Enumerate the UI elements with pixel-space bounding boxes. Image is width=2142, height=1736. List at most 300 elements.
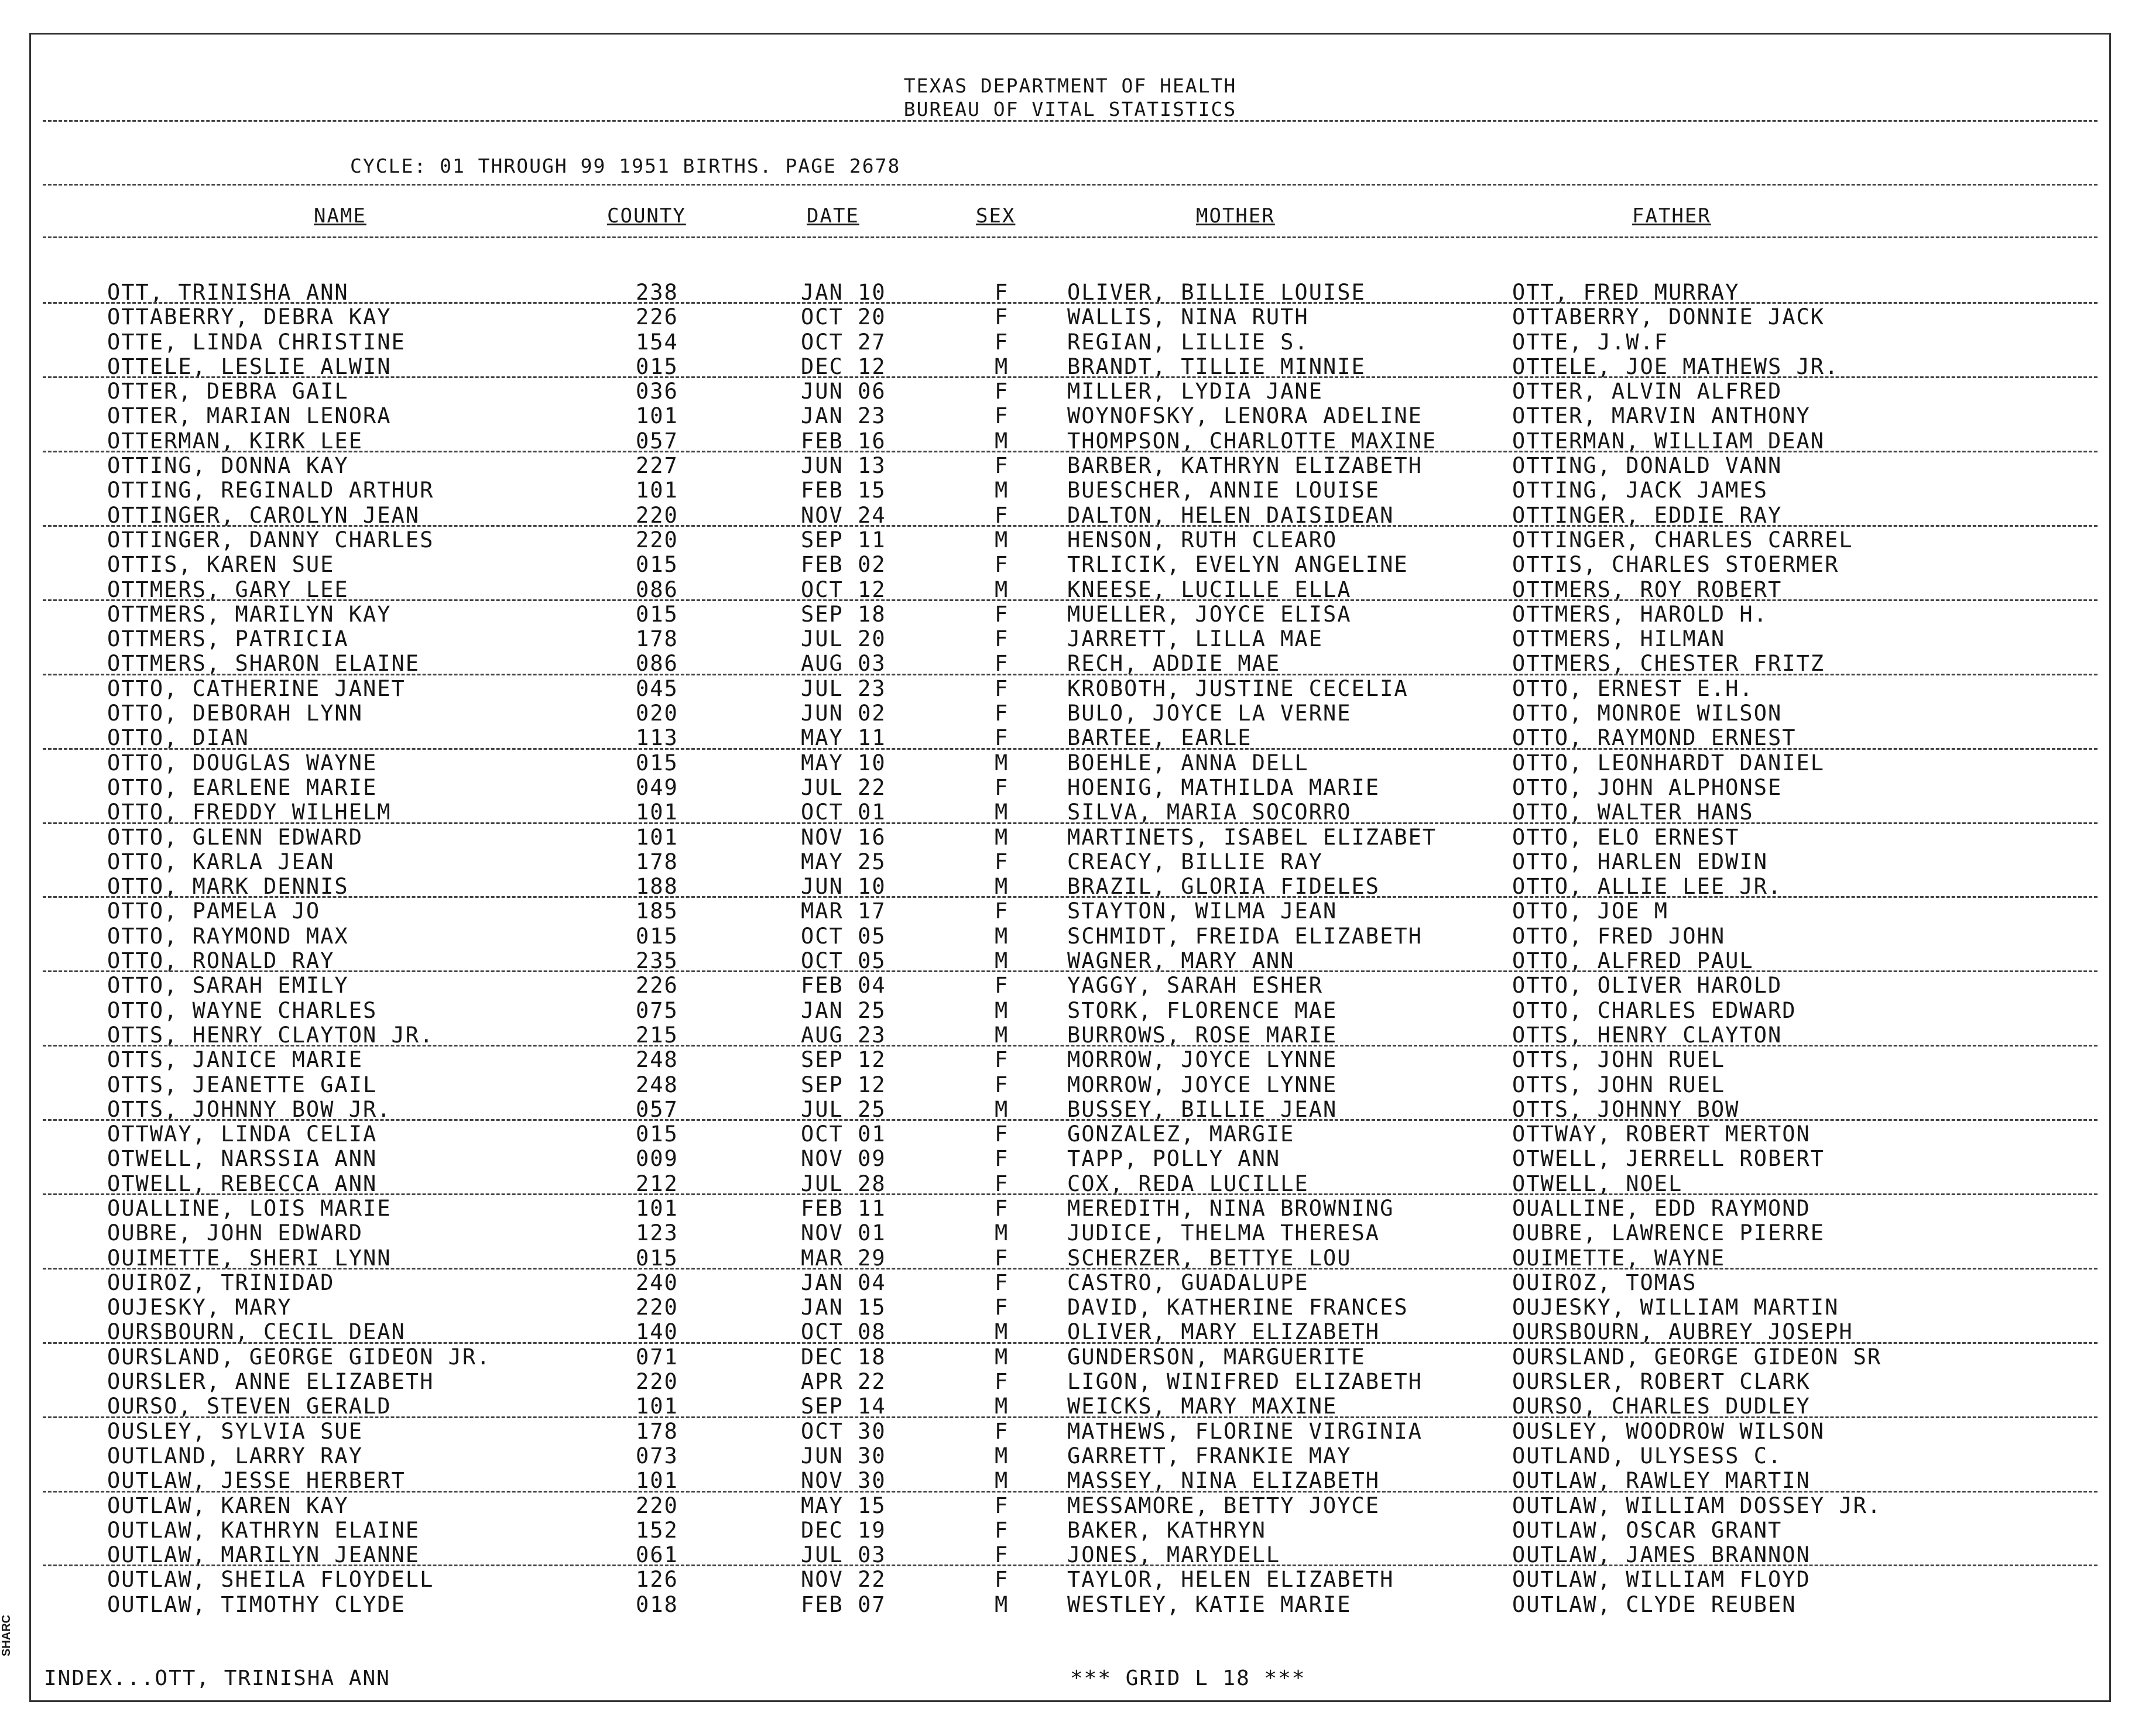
cell-date: JUN 06 bbox=[801, 379, 886, 404]
table-row bbox=[31, 1271, 2109, 1295]
cell-sex: M bbox=[995, 800, 1009, 825]
cell-county: 248 bbox=[636, 1047, 678, 1073]
cell-father: OTWELL, NOEL bbox=[1512, 1171, 1683, 1196]
cell-name: OTTELE, LESLIE ALWIN bbox=[107, 354, 392, 379]
cell-county: 101 bbox=[636, 800, 678, 825]
cell-mother: BRAZIL, GLORIA FIDELES bbox=[1067, 874, 1380, 900]
cell-name: OTTERMAN, KIRK LEE bbox=[107, 428, 363, 454]
cell-date: JUL 28 bbox=[801, 1171, 886, 1196]
cell-county: 178 bbox=[636, 1418, 678, 1444]
cell-mother: REGIAN, LILLIE S. bbox=[1067, 329, 1309, 355]
cell-county: 240 bbox=[636, 1270, 678, 1295]
table-row bbox=[31, 924, 2109, 949]
cell-sex: F bbox=[995, 1369, 1009, 1395]
cell-county: 086 bbox=[636, 651, 678, 677]
cell-date: JUN 13 bbox=[801, 453, 886, 479]
cell-sex: F bbox=[995, 1072, 1009, 1097]
table-row bbox=[31, 528, 2109, 553]
cell-date: JUL 03 bbox=[801, 1542, 886, 1568]
cell-father: OTTO, ALFRED PAUL bbox=[1512, 948, 1754, 974]
cell-mother: BARTEE, EARLE bbox=[1067, 725, 1252, 751]
cell-father: OTTMERS, HAROLD H. bbox=[1512, 601, 1768, 627]
cell-county: 235 bbox=[636, 948, 678, 974]
cell-date: OCT 05 bbox=[801, 948, 886, 974]
cell-sex: M bbox=[995, 923, 1009, 949]
cell-sex: F bbox=[995, 1171, 1009, 1196]
table-row bbox=[31, 850, 2109, 874]
cell-father: OUTLAW, JAMES BRANNON bbox=[1512, 1542, 1811, 1568]
cell-name: OUTLAW, KAREN KAY bbox=[107, 1493, 349, 1518]
cell-father: OTTO, OLIVER HAROLD bbox=[1512, 973, 1783, 999]
cell-father: OUTLAND, ULYSESS C. bbox=[1512, 1443, 1783, 1469]
cell-name: OTTS, JEANETTE GAIL bbox=[107, 1072, 378, 1097]
cell-county: 020 bbox=[636, 701, 678, 726]
cell-sex: M bbox=[995, 577, 1009, 602]
cell-name: OUTLAND, LARRY RAY bbox=[107, 1443, 363, 1469]
cell-name: OUIMETTE, SHERI LYNN bbox=[107, 1245, 392, 1271]
cell-county: 036 bbox=[636, 379, 678, 404]
cell-date: FEB 04 bbox=[801, 973, 886, 999]
cell-sex: F bbox=[995, 502, 1009, 528]
cell-county: 220 bbox=[636, 1493, 678, 1518]
table-row bbox=[31, 1023, 2109, 1048]
table-row bbox=[31, 899, 2109, 924]
cell-mother: OLIVER, MARY ELIZABETH bbox=[1067, 1319, 1380, 1345]
cell-county: 215 bbox=[636, 1022, 678, 1048]
cell-father: OTTO, ELO ERNEST bbox=[1512, 824, 1740, 850]
cell-sex: F bbox=[995, 403, 1009, 429]
cell-sex: F bbox=[995, 1493, 1009, 1518]
table-row bbox=[31, 1345, 2109, 1370]
cell-mother: DALTON, HELEN DAISIDEAN bbox=[1067, 502, 1394, 528]
cell-mother: RECH, ADDIE MAE bbox=[1067, 651, 1281, 677]
cell-county: 015 bbox=[636, 354, 678, 379]
table-row bbox=[31, 305, 2109, 330]
cell-father: OUIMETTE, WAYNE bbox=[1512, 1245, 1726, 1271]
cell-sex: F bbox=[995, 1270, 1009, 1295]
cell-mother: LIGON, WINIFRED ELIZABETH bbox=[1067, 1369, 1423, 1395]
table-row bbox=[31, 701, 2109, 726]
cell-sex: F bbox=[995, 651, 1009, 677]
cell-name: OTTO, WAYNE CHARLES bbox=[107, 997, 378, 1023]
cell-name: OTTWAY, LINDA CELIA bbox=[107, 1121, 378, 1147]
cell-mother: TAYLOR, HELEN ELIZABETH bbox=[1067, 1567, 1394, 1593]
cell-father: OUJESKY, WILLIAM MARTIN bbox=[1512, 1295, 1839, 1320]
cell-mother: SILVA, MARIA SOCORRO bbox=[1067, 800, 1352, 825]
records-list bbox=[31, 280, 2109, 1617]
document-page bbox=[29, 33, 2111, 1702]
cell-county: 101 bbox=[636, 1195, 678, 1221]
cell-name: OTTMERS, GARY LEE bbox=[107, 577, 349, 602]
table-row bbox=[31, 800, 2109, 825]
cell-sex: M bbox=[995, 997, 1009, 1023]
cell-county: 015 bbox=[636, 923, 678, 949]
table-row bbox=[31, 429, 2109, 454]
cell-county: 220 bbox=[636, 1295, 678, 1320]
cell-county: 101 bbox=[636, 403, 678, 429]
table-row bbox=[31, 1172, 2109, 1196]
cell-mother: BARBER, KATHRYN ELIZABETH bbox=[1067, 453, 1423, 479]
cell-mother: YAGGY, SARAH ESHER bbox=[1067, 973, 1323, 999]
cell-mother: OLIVER, BILLIE LOUISE bbox=[1067, 280, 1366, 305]
header-divider bbox=[43, 120, 2098, 122]
cell-county: 178 bbox=[636, 849, 678, 874]
table-row bbox=[31, 1073, 2109, 1097]
cell-sex: F bbox=[995, 453, 1009, 479]
cell-father: OTTINGER, CHARLES CARREL bbox=[1512, 527, 1853, 553]
cell-father: OTTO, FRED JOHN bbox=[1512, 923, 1726, 949]
cell-sex: M bbox=[995, 1344, 1009, 1370]
cell-date: JUN 30 bbox=[801, 1443, 886, 1469]
margin-stamp: SHARC bbox=[0, 1614, 13, 1656]
cell-sex: F bbox=[995, 774, 1009, 800]
cell-father: OTTS, HENRY CLAYTON bbox=[1512, 1022, 1783, 1048]
cell-date: FEB 11 bbox=[801, 1195, 886, 1221]
cell-name: OTTMERS, SHARON ELAINE bbox=[107, 651, 420, 677]
cell-mother: MUELLER, JOYCE ELISA bbox=[1067, 601, 1352, 627]
table-row bbox=[31, 1196, 2109, 1221]
cell-mother: BRANDT, TILLIE MINNIE bbox=[1067, 354, 1366, 379]
cell-name: OURSLER, ANNE ELIZABETH bbox=[107, 1369, 434, 1395]
cell-name: OTTO, DEBORAH LYNN bbox=[107, 701, 363, 726]
cell-date: JUL 20 bbox=[801, 626, 886, 652]
cell-date: AUG 03 bbox=[801, 651, 886, 677]
cell-date: FEB 16 bbox=[801, 428, 886, 454]
cell-mother: WALLIS, NINA RUTH bbox=[1067, 304, 1309, 330]
cell-date: DEC 18 bbox=[801, 1344, 886, 1370]
cell-name: OTTIS, KAREN SUE bbox=[107, 552, 335, 578]
table-row bbox=[31, 1444, 2109, 1469]
table-row bbox=[31, 1567, 2109, 1592]
cell-mother: BOEHLE, ANNA DELL bbox=[1067, 750, 1309, 776]
cell-father: OUTLAW, RAWLEY MARTIN bbox=[1512, 1468, 1811, 1494]
table-row bbox=[31, 1147, 2109, 1171]
column-header-mother: MOTHER bbox=[1196, 204, 1275, 228]
cell-county: 123 bbox=[636, 1220, 678, 1246]
cell-name: OTTABERRY, DEBRA KAY bbox=[107, 304, 392, 330]
table-row bbox=[31, 1394, 2109, 1419]
table-row bbox=[31, 999, 2109, 1023]
cell-name: OTTING, DONNA KAY bbox=[107, 453, 349, 479]
cell-county: 015 bbox=[636, 601, 678, 627]
cell-name: OUALLINE, LOIS MARIE bbox=[107, 1195, 392, 1221]
cell-father: OTTMERS, ROY ROBERT bbox=[1512, 577, 1783, 602]
cell-father: OURSO, CHARLES DUDLEY bbox=[1512, 1394, 1811, 1419]
cell-mother: HOENIG, MATHILDA MARIE bbox=[1067, 774, 1380, 800]
cell-mother: SCHERZER, BETTYE LOU bbox=[1067, 1245, 1352, 1271]
cell-sex: M bbox=[995, 948, 1009, 974]
table-row bbox=[31, 1122, 2109, 1147]
cell-name: OTTMERS, PATRICIA bbox=[107, 626, 349, 652]
cell-mother: STORK, FLORENCE MAE bbox=[1067, 997, 1338, 1023]
cell-name: OTTO, DIAN bbox=[107, 725, 249, 751]
cell-date: JUL 23 bbox=[801, 675, 886, 701]
cell-sex: M bbox=[995, 1220, 1009, 1246]
cell-name: OURSBOURN, CECIL DEAN bbox=[107, 1319, 406, 1345]
cell-mother: BAKER, KATHRYN bbox=[1067, 1517, 1266, 1543]
cell-sex: M bbox=[995, 750, 1009, 776]
cell-sex: M bbox=[995, 1468, 1009, 1494]
cell-father: OTTO, JOHN ALPHONSE bbox=[1512, 774, 1783, 800]
cell-mother: TRLICIK, EVELYN ANGELINE bbox=[1067, 552, 1408, 578]
cell-county: 227 bbox=[636, 453, 678, 479]
cell-date: JAN 15 bbox=[801, 1295, 886, 1320]
cell-county: 238 bbox=[636, 280, 678, 305]
table-row bbox=[31, 825, 2109, 850]
cell-sex: M bbox=[995, 1096, 1009, 1122]
cell-name: OURSO, STEVEN GERALD bbox=[107, 1394, 392, 1419]
cell-sex: F bbox=[995, 675, 1009, 701]
cell-county: 073 bbox=[636, 1443, 678, 1469]
cell-mother: GARRETT, FRANKIE MAY bbox=[1067, 1443, 1352, 1469]
table-row bbox=[31, 677, 2109, 701]
table-row bbox=[31, 1320, 2109, 1344]
cell-date: JAN 23 bbox=[801, 403, 886, 429]
cell-mother: MARTINETS, ISABEL ELIZABET bbox=[1067, 824, 1437, 850]
cell-county: 220 bbox=[636, 1369, 678, 1395]
cell-name: OUTLAW, MARILYN JEANNE bbox=[107, 1542, 420, 1568]
cell-date: DEC 12 bbox=[801, 354, 886, 379]
cell-date: MAR 17 bbox=[801, 898, 886, 924]
header-bureau: BUREAU OF VITAL STATISTICS bbox=[903, 98, 1237, 121]
cell-county: 057 bbox=[636, 1096, 678, 1122]
cell-sex: M bbox=[995, 874, 1009, 900]
cell-name: OTTO, RAYMOND MAX bbox=[107, 923, 349, 949]
cell-county: 075 bbox=[636, 997, 678, 1023]
cell-county: 226 bbox=[636, 304, 678, 330]
cell-father: OUSLEY, WOODROW WILSON bbox=[1512, 1418, 1825, 1444]
cell-county: 015 bbox=[636, 1121, 678, 1147]
cell-sex: F bbox=[995, 280, 1009, 305]
cell-date: MAY 15 bbox=[801, 1493, 886, 1518]
cell-name: OTTO, FREDDY WILHELM bbox=[107, 800, 392, 825]
cell-county: 220 bbox=[636, 527, 678, 553]
cell-name: OUBRE, JOHN EDWARD bbox=[107, 1220, 363, 1246]
cell-father: OUALLINE, EDD RAYMOND bbox=[1512, 1195, 1811, 1221]
cell-county: 140 bbox=[636, 1319, 678, 1345]
cell-sex: F bbox=[995, 898, 1009, 924]
cell-county: 226 bbox=[636, 973, 678, 999]
table-row bbox=[31, 1494, 2109, 1518]
cell-date: NOV 16 bbox=[801, 824, 886, 850]
cell-county: 220 bbox=[636, 502, 678, 528]
cell-father: OTTO, CHARLES EDWARD bbox=[1512, 997, 1797, 1023]
cell-father: OTTO, HARLEN EDWIN bbox=[1512, 849, 1768, 874]
table-row bbox=[31, 1221, 2109, 1246]
cell-mother: JARRETT, LILLA MAE bbox=[1067, 626, 1323, 652]
cell-father: OTTS, JOHN RUEL bbox=[1512, 1072, 1726, 1097]
cell-father: OTTABERRY, DONNIE JACK bbox=[1512, 304, 1825, 330]
cell-mother: GONZALEZ, MARGIE bbox=[1067, 1121, 1295, 1147]
cell-mother: MESSAMORE, BETTY JOYCE bbox=[1067, 1493, 1380, 1518]
cell-father: OTTER, ALVIN ALFRED bbox=[1512, 379, 1783, 404]
cell-name: OUSLEY, SYLVIA SUE bbox=[107, 1418, 363, 1444]
table-row bbox=[31, 553, 2109, 577]
table-row bbox=[31, 651, 2109, 676]
cell-father: OTTO, LEONHARDT DANIEL bbox=[1512, 750, 1825, 776]
cell-name: OTT, TRINISHA ANN bbox=[107, 280, 349, 305]
cell-father: OTTMERS, HILMAN bbox=[1512, 626, 1726, 652]
cell-sex: F bbox=[995, 1195, 1009, 1221]
cell-sex: M bbox=[995, 527, 1009, 553]
table-row bbox=[31, 1593, 2109, 1617]
cell-date: OCT 08 bbox=[801, 1319, 886, 1345]
cell-county: 086 bbox=[636, 577, 678, 602]
cell-sex: M bbox=[995, 1022, 1009, 1048]
cell-date: SEP 12 bbox=[801, 1072, 886, 1097]
cell-father: OTTO, WALTER HANS bbox=[1512, 800, 1754, 825]
cell-name: OUJESKY, MARY bbox=[107, 1295, 292, 1320]
column-header-divider bbox=[43, 236, 2098, 238]
cell-date: MAY 25 bbox=[801, 849, 886, 874]
footer-grid: *** GRID L 18 *** bbox=[1070, 1666, 1306, 1690]
cell-father: OTTWAY, ROBERT MERTON bbox=[1512, 1121, 1811, 1147]
cell-mother: SCHMIDT, FREIDA ELIZABETH bbox=[1067, 923, 1423, 949]
cell-name: OURSLAND, GEORGE GIDEON JR. bbox=[107, 1344, 491, 1370]
table-row bbox=[31, 1419, 2109, 1444]
cell-name: OUTLAW, TIMOTHY CLYDE bbox=[107, 1591, 406, 1617]
cell-name: OUTLAW, JESSE HERBERT bbox=[107, 1468, 406, 1494]
cell-sex: F bbox=[995, 626, 1009, 652]
cell-name: OTTO, CATHERINE JANET bbox=[107, 675, 406, 701]
cell-sex: F bbox=[995, 1418, 1009, 1444]
cell-date: MAY 11 bbox=[801, 725, 886, 751]
cell-date: JAN 10 bbox=[801, 280, 886, 305]
cell-father: OTTMERS, CHESTER FRITZ bbox=[1512, 651, 1825, 677]
cell-father: OUTLAW, CLYDE REUBEN bbox=[1512, 1591, 1797, 1617]
cell-county: 071 bbox=[636, 1344, 678, 1370]
cell-county: 126 bbox=[636, 1567, 678, 1593]
table-row bbox=[31, 280, 2109, 305]
column-header-father: FATHER bbox=[1632, 204, 1711, 228]
cell-father: OURSBOURN, AUBREY JOSEPH bbox=[1512, 1319, 1853, 1345]
cell-name: OUIROZ, TRINIDAD bbox=[107, 1270, 335, 1295]
cell-county: 015 bbox=[636, 750, 678, 776]
cell-mother: MORROW, JOYCE LYNNE bbox=[1067, 1047, 1338, 1073]
cell-date: NOV 01 bbox=[801, 1220, 886, 1246]
cell-father: OTTO, RAYMOND ERNEST bbox=[1512, 725, 1797, 751]
cell-date: FEB 02 bbox=[801, 552, 886, 578]
cell-father: OURSLAND, GEORGE GIDEON SR bbox=[1512, 1344, 1882, 1370]
cell-sex: F bbox=[995, 1245, 1009, 1271]
cell-name: OTTO, MARK DENNIS bbox=[107, 874, 349, 900]
cell-father: OUTLAW, OSCAR GRANT bbox=[1512, 1517, 1783, 1543]
column-header-name: NAME bbox=[314, 204, 366, 228]
cell-sex: M bbox=[995, 824, 1009, 850]
table-row bbox=[31, 1097, 2109, 1122]
cell-sex: M bbox=[995, 478, 1009, 503]
cell-mother: JONES, MARYDELL bbox=[1067, 1542, 1281, 1568]
cell-county: 045 bbox=[636, 675, 678, 701]
table-row bbox=[31, 1543, 2109, 1567]
table-row bbox=[31, 627, 2109, 651]
cell-name: OTTO, DOUGLAS WAYNE bbox=[107, 750, 378, 776]
cell-father: OTTS, JOHN RUEL bbox=[1512, 1047, 1726, 1073]
cell-mother: WEICKS, MARY MAXINE bbox=[1067, 1394, 1338, 1419]
cell-mother: WOYNOFSKY, LENORA ADELINE bbox=[1067, 403, 1423, 429]
table-row bbox=[31, 1370, 2109, 1394]
cell-date: FEB 07 bbox=[801, 1591, 886, 1617]
cell-father: OTTING, JACK JAMES bbox=[1512, 478, 1768, 503]
cell-sex: F bbox=[995, 973, 1009, 999]
cell-sex: M bbox=[995, 428, 1009, 454]
cell-mother: CASTRO, GUADALUPE bbox=[1067, 1270, 1309, 1295]
cell-father: OTTO, ALLIE LEE JR. bbox=[1512, 874, 1783, 900]
cell-father: OTTO, JOE M bbox=[1512, 898, 1669, 924]
cell-name: OTTO, SARAH EMILY bbox=[107, 973, 349, 999]
cell-date: JUN 10 bbox=[801, 874, 886, 900]
table-row bbox=[31, 330, 2109, 355]
cell-mother: TAPP, POLLY ANN bbox=[1067, 1146, 1281, 1172]
cell-father: OTTO, MONROE WILSON bbox=[1512, 701, 1783, 726]
cell-sex: F bbox=[995, 1567, 1009, 1593]
cell-county: 049 bbox=[636, 774, 678, 800]
cell-father: OUIROZ, TOMAS bbox=[1512, 1270, 1697, 1295]
table-row bbox=[31, 602, 2109, 627]
cell-father: OTT, FRED MURRAY bbox=[1512, 280, 1740, 305]
cell-father: OTTER, MARVIN ANTHONY bbox=[1512, 403, 1811, 429]
cell-father: OURSLER, ROBERT CLARK bbox=[1512, 1369, 1811, 1395]
table-row bbox=[31, 578, 2109, 602]
cell-mother: COX, REDA LUCILLE bbox=[1067, 1171, 1309, 1196]
cell-date: FEB 15 bbox=[801, 478, 886, 503]
cell-name: OTWELL, NARSSIA ANN bbox=[107, 1146, 378, 1172]
cell-date: SEP 11 bbox=[801, 527, 886, 553]
cell-sex: F bbox=[995, 701, 1009, 726]
cell-date: SEP 12 bbox=[801, 1047, 886, 1073]
table-row bbox=[31, 1518, 2109, 1543]
cell-date: OCT 30 bbox=[801, 1418, 886, 1444]
cell-sex: F bbox=[995, 304, 1009, 330]
cell-name: OTTMERS, MARILYN KAY bbox=[107, 601, 392, 627]
cell-county: 009 bbox=[636, 1146, 678, 1172]
cell-sex: M bbox=[995, 1591, 1009, 1617]
cell-father: OTTERMAN, WILLIAM DEAN bbox=[1512, 428, 1825, 454]
table-row bbox=[31, 1048, 2109, 1072]
table-row bbox=[31, 1469, 2109, 1493]
cell-mother: KNEESE, LUCILLE ELLA bbox=[1067, 577, 1352, 602]
cell-date: MAR 29 bbox=[801, 1245, 886, 1271]
cell-date: JUL 22 bbox=[801, 774, 886, 800]
header-department: TEXAS DEPARTMENT OF HEALTH bbox=[903, 74, 1237, 97]
table-row bbox=[31, 874, 2109, 899]
cell-sex: F bbox=[995, 1517, 1009, 1543]
cell-county: 178 bbox=[636, 626, 678, 652]
cell-sex: F bbox=[995, 1121, 1009, 1147]
cell-mother: WESTLEY, KATIE MARIE bbox=[1067, 1591, 1352, 1617]
table-row bbox=[31, 478, 2109, 503]
cell-date: OCT 05 bbox=[801, 923, 886, 949]
column-header-sex: SEX bbox=[976, 204, 1016, 228]
cell-name: OUTLAW, SHEILA FLOYDELL bbox=[107, 1567, 434, 1593]
cell-mother: DAVID, KATHERINE FRANCES bbox=[1067, 1295, 1408, 1320]
cell-date: OCT 27 bbox=[801, 329, 886, 355]
table-row bbox=[31, 1246, 2109, 1271]
cell-name: OTTS, HENRY CLAYTON JR. bbox=[107, 1022, 434, 1048]
table-row bbox=[31, 776, 2109, 800]
cell-mother: MORROW, JOYCE LYNNE bbox=[1067, 1072, 1338, 1097]
cell-father: OTTIS, CHARLES STOERMER bbox=[1512, 552, 1839, 578]
cell-sex: F bbox=[995, 329, 1009, 355]
table-row bbox=[31, 355, 2109, 379]
cell-father: OUTLAW, WILLIAM FLOYD bbox=[1512, 1567, 1811, 1593]
cell-sex: F bbox=[995, 1047, 1009, 1073]
table-row bbox=[31, 1295, 2109, 1320]
footer-index: INDEX...OTT, TRINISHA ANN bbox=[44, 1666, 390, 1690]
cell-mother: BURROWS, ROSE MARIE bbox=[1067, 1022, 1338, 1048]
cell-mother: KROBOTH, JUSTINE CECELIA bbox=[1067, 675, 1408, 701]
table-row bbox=[31, 726, 2109, 750]
